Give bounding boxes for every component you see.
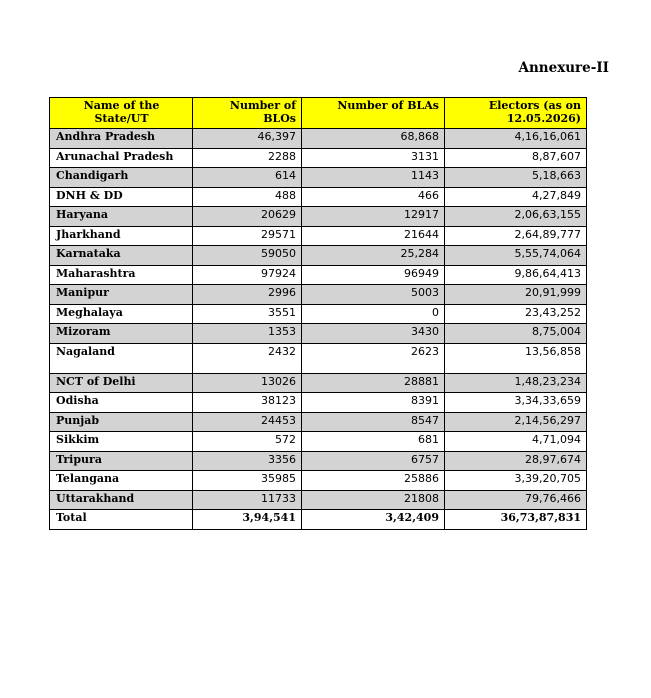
blos-cell: 488 xyxy=(193,187,302,207)
blos-cell: 35985 xyxy=(193,471,302,491)
blas-cell: 21808 xyxy=(302,490,445,510)
header-blas: Number of BLAs xyxy=(302,98,445,129)
electors-cell: 8,87,607 xyxy=(445,148,587,168)
blos-cell: 46,397 xyxy=(193,129,302,149)
blas-cell: 681 xyxy=(302,432,445,452)
total-blas: 3,42,409 xyxy=(302,510,445,530)
electors-cell: 5,18,663 xyxy=(445,168,587,188)
blas-cell: 3131 xyxy=(302,148,445,168)
electors-cell: 4,27,849 xyxy=(445,187,587,207)
blas-cell: 5003 xyxy=(302,285,445,305)
blos-cell: 11733 xyxy=(193,490,302,510)
electors-cell: 4,16,16,061 xyxy=(445,129,587,149)
table-row xyxy=(50,432,587,452)
table-row xyxy=(50,373,587,393)
header-state: Name of the State/UT xyxy=(50,98,193,129)
blas-cell: 28881 xyxy=(302,373,445,393)
blas-cell: 1143 xyxy=(302,168,445,188)
blos-cell: 29571 xyxy=(193,226,302,246)
table-header-row xyxy=(50,98,587,129)
electors-cell: 13,56,858 xyxy=(445,343,587,373)
state-cell: Meghalaya xyxy=(50,304,193,324)
blas-cell: 8391 xyxy=(302,393,445,413)
table-row xyxy=(50,129,587,149)
blas-cell: 466 xyxy=(302,187,445,207)
table-row xyxy=(50,304,587,324)
blos-cell: 2288 xyxy=(193,148,302,168)
table-row xyxy=(50,226,587,246)
blas-cell: 2623 xyxy=(302,343,445,373)
electors-cell: 23,43,252 xyxy=(445,304,587,324)
electors-cell: 2,64,89,777 xyxy=(445,226,587,246)
table-body xyxy=(50,129,587,530)
blas-cell: 3430 xyxy=(302,324,445,344)
blos-cell: 38123 xyxy=(193,393,302,413)
state-cell: Sikkim xyxy=(50,432,193,452)
state-cell: Telangana xyxy=(50,471,193,491)
blos-cell: 614 xyxy=(193,168,302,188)
blas-cell: 21644 xyxy=(302,226,445,246)
blas-cell: 25,284 xyxy=(302,246,445,266)
blas-cell: 8547 xyxy=(302,412,445,432)
electors-cell: 1,48,23,234 xyxy=(445,373,587,393)
table-row xyxy=(50,324,587,344)
annexure-title: Annexure-II xyxy=(518,60,609,76)
electors-cell: 9,86,64,413 xyxy=(445,265,587,285)
electors-cell: 4,71,094 xyxy=(445,432,587,452)
table-row xyxy=(50,393,587,413)
blos-cell: 20629 xyxy=(193,207,302,227)
state-cell: Arunachal Pradesh xyxy=(50,148,193,168)
electors-cell: 2,06,63,155 xyxy=(445,207,587,227)
table-row xyxy=(50,265,587,285)
electors-cell: 28,97,674 xyxy=(445,451,587,471)
state-cell: DNH & DD xyxy=(50,187,193,207)
blos-cell: 13026 xyxy=(193,373,302,393)
header-blos: Number of BLOs xyxy=(193,98,302,129)
electors-cell: 3,39,20,705 xyxy=(445,471,587,491)
blas-cell: 0 xyxy=(302,304,445,324)
electors-cell: 79,76,466 xyxy=(445,490,587,510)
table-row xyxy=(50,285,587,305)
state-cell: Punjab xyxy=(50,412,193,432)
state-cell: Andhra Pradesh xyxy=(50,129,193,149)
electors-cell: 20,91,999 xyxy=(445,285,587,305)
table-row xyxy=(50,490,587,510)
table-row xyxy=(50,187,587,207)
state-cell: NCT of Delhi xyxy=(50,373,193,393)
table-row xyxy=(50,148,587,168)
blos-cell: 59050 xyxy=(193,246,302,266)
blos-cell: 2432 xyxy=(193,343,302,373)
state-cell: Uttarakhand xyxy=(50,490,193,510)
blas-cell: 12917 xyxy=(302,207,445,227)
state-cell: Mizoram xyxy=(50,324,193,344)
blos-cell: 2996 xyxy=(193,285,302,305)
table-row xyxy=(50,246,587,266)
state-cell: Jharkhand xyxy=(50,226,193,246)
table-row xyxy=(50,412,587,432)
blos-cell: 97924 xyxy=(193,265,302,285)
electors-cell: 8,75,004 xyxy=(445,324,587,344)
state-cell: Maharashtra xyxy=(50,265,193,285)
table-row xyxy=(50,207,587,227)
table-row xyxy=(50,451,587,471)
blos-cell: 24453 xyxy=(193,412,302,432)
state-cell: Karnataka xyxy=(50,246,193,266)
blos-cell: 3551 xyxy=(193,304,302,324)
header-electors: Electors (as on 12.05.2026) xyxy=(445,98,587,129)
blas-cell: 96949 xyxy=(302,265,445,285)
state-cell: Haryana xyxy=(50,207,193,227)
state-cell: Nagaland xyxy=(50,343,193,373)
electors-cell: 2,14,56,297 xyxy=(445,412,587,432)
blas-cell: 25886 xyxy=(302,471,445,491)
electors-cell: 3,34,33,659 xyxy=(445,393,587,413)
state-cell: Tripura xyxy=(50,451,193,471)
total-row xyxy=(50,510,587,530)
electoral-staff-table xyxy=(49,97,587,530)
blos-cell: 3356 xyxy=(193,451,302,471)
total-label: Total xyxy=(50,510,193,530)
blos-cell: 1353 xyxy=(193,324,302,344)
state-cell: Chandigarh xyxy=(50,168,193,188)
state-cell: Manipur xyxy=(50,285,193,305)
table-row xyxy=(50,168,587,188)
total-blos: 3,94,541 xyxy=(193,510,302,530)
electors-cell: 5,55,74,064 xyxy=(445,246,587,266)
table-row xyxy=(50,343,587,373)
total-electors: 36,73,87,831 xyxy=(445,510,587,530)
blos-cell: 572 xyxy=(193,432,302,452)
blas-cell: 68,868 xyxy=(302,129,445,149)
state-cell: Odisha xyxy=(50,393,193,413)
table-row xyxy=(50,471,587,491)
blas-cell: 6757 xyxy=(302,451,445,471)
